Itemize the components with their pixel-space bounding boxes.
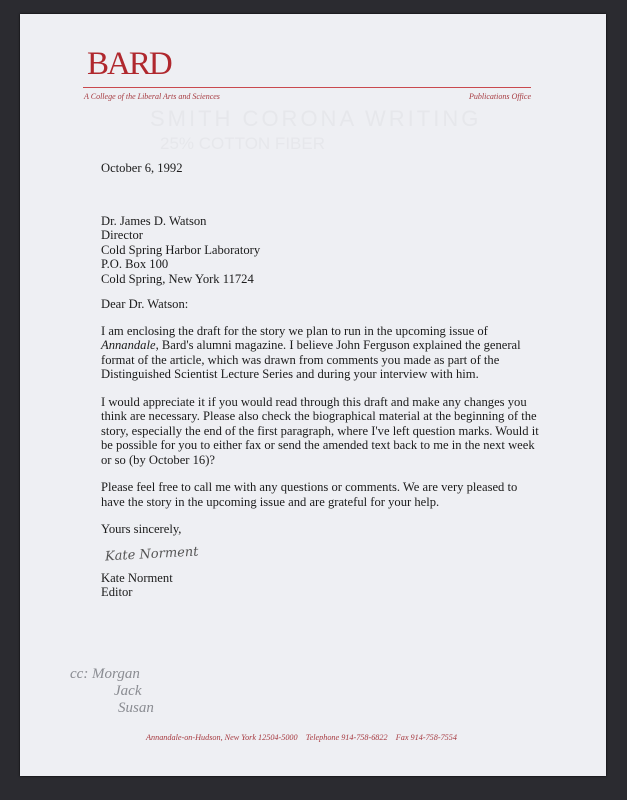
signer-name: Kate Norment (101, 570, 173, 585)
handwritten-cc (70, 666, 154, 717)
p1-end: , Bard's alumni magazine. I believe John Ferguson explained the general format of the article, which was drawn from comments you made as part of the Distinguished Scientist Lecture Series and during your interview with him. (101, 338, 521, 381)
letterhead-footer: Annandale-on-Hudson, New York 12504-5000 Telephone 914-758-6822 Fax 914-758-7554 (146, 733, 457, 742)
magazine-title: Annandale (101, 338, 156, 352)
letter-date: October 6, 1992 (101, 161, 183, 175)
recipient-line: Director (101, 228, 143, 242)
p1-start: I am enclosing the draft for the story we plan to run in the upcoming issue of (101, 323, 488, 338)
letter-page (20, 14, 606, 776)
signer-title: Editor (101, 585, 133, 599)
recipient-line: P.O. Box 100 (101, 257, 169, 271)
paragraph-3: Please feel free to call me with any questions or comments. We are very pleased to have the story in the upcoming issue and are grateful for your help. (101, 480, 518, 509)
closing: Yours sincerely, (101, 522, 182, 536)
cc-line: Jack (114, 683, 142, 699)
letterhead-office: Publications Office (469, 92, 531, 101)
recipient-line: Cold Spring, New York 11724 (101, 271, 254, 286)
cc-line: Susan (118, 700, 154, 716)
handwritten-signature: Kate Norment (104, 544, 199, 564)
letterhead-rule (83, 87, 531, 88)
salutation: Dear Dr. Watson: (101, 297, 189, 311)
recipient-line: Cold Spring Harbor Laboratory (101, 242, 261, 257)
bard-logo: BARD (87, 46, 171, 82)
watermark: SMITH CORONA WRITING (150, 106, 482, 131)
paragraph-1 (101, 324, 541, 382)
letterhead-tagline: A College of the Liberal Arts and Sciences (84, 92, 220, 101)
recipient-address (101, 214, 541, 287)
letter-body (101, 161, 541, 600)
cc-line: cc: Morgan (70, 666, 140, 682)
recipient-line: Dr. James D. Watson (101, 213, 207, 228)
paragraph-2: I would appreciate it if you would read through this draft and make any changes you think are necessary. Please also check the biographical material at the beginning of the story, especially the end of the first paragraph, where I've left question marks. Would it be possible for you to either fax or send the amended text back to me in the next week or so (by October 16)? (101, 394, 539, 467)
watermark-fiber: 25% COTTON FIBER (160, 134, 325, 153)
